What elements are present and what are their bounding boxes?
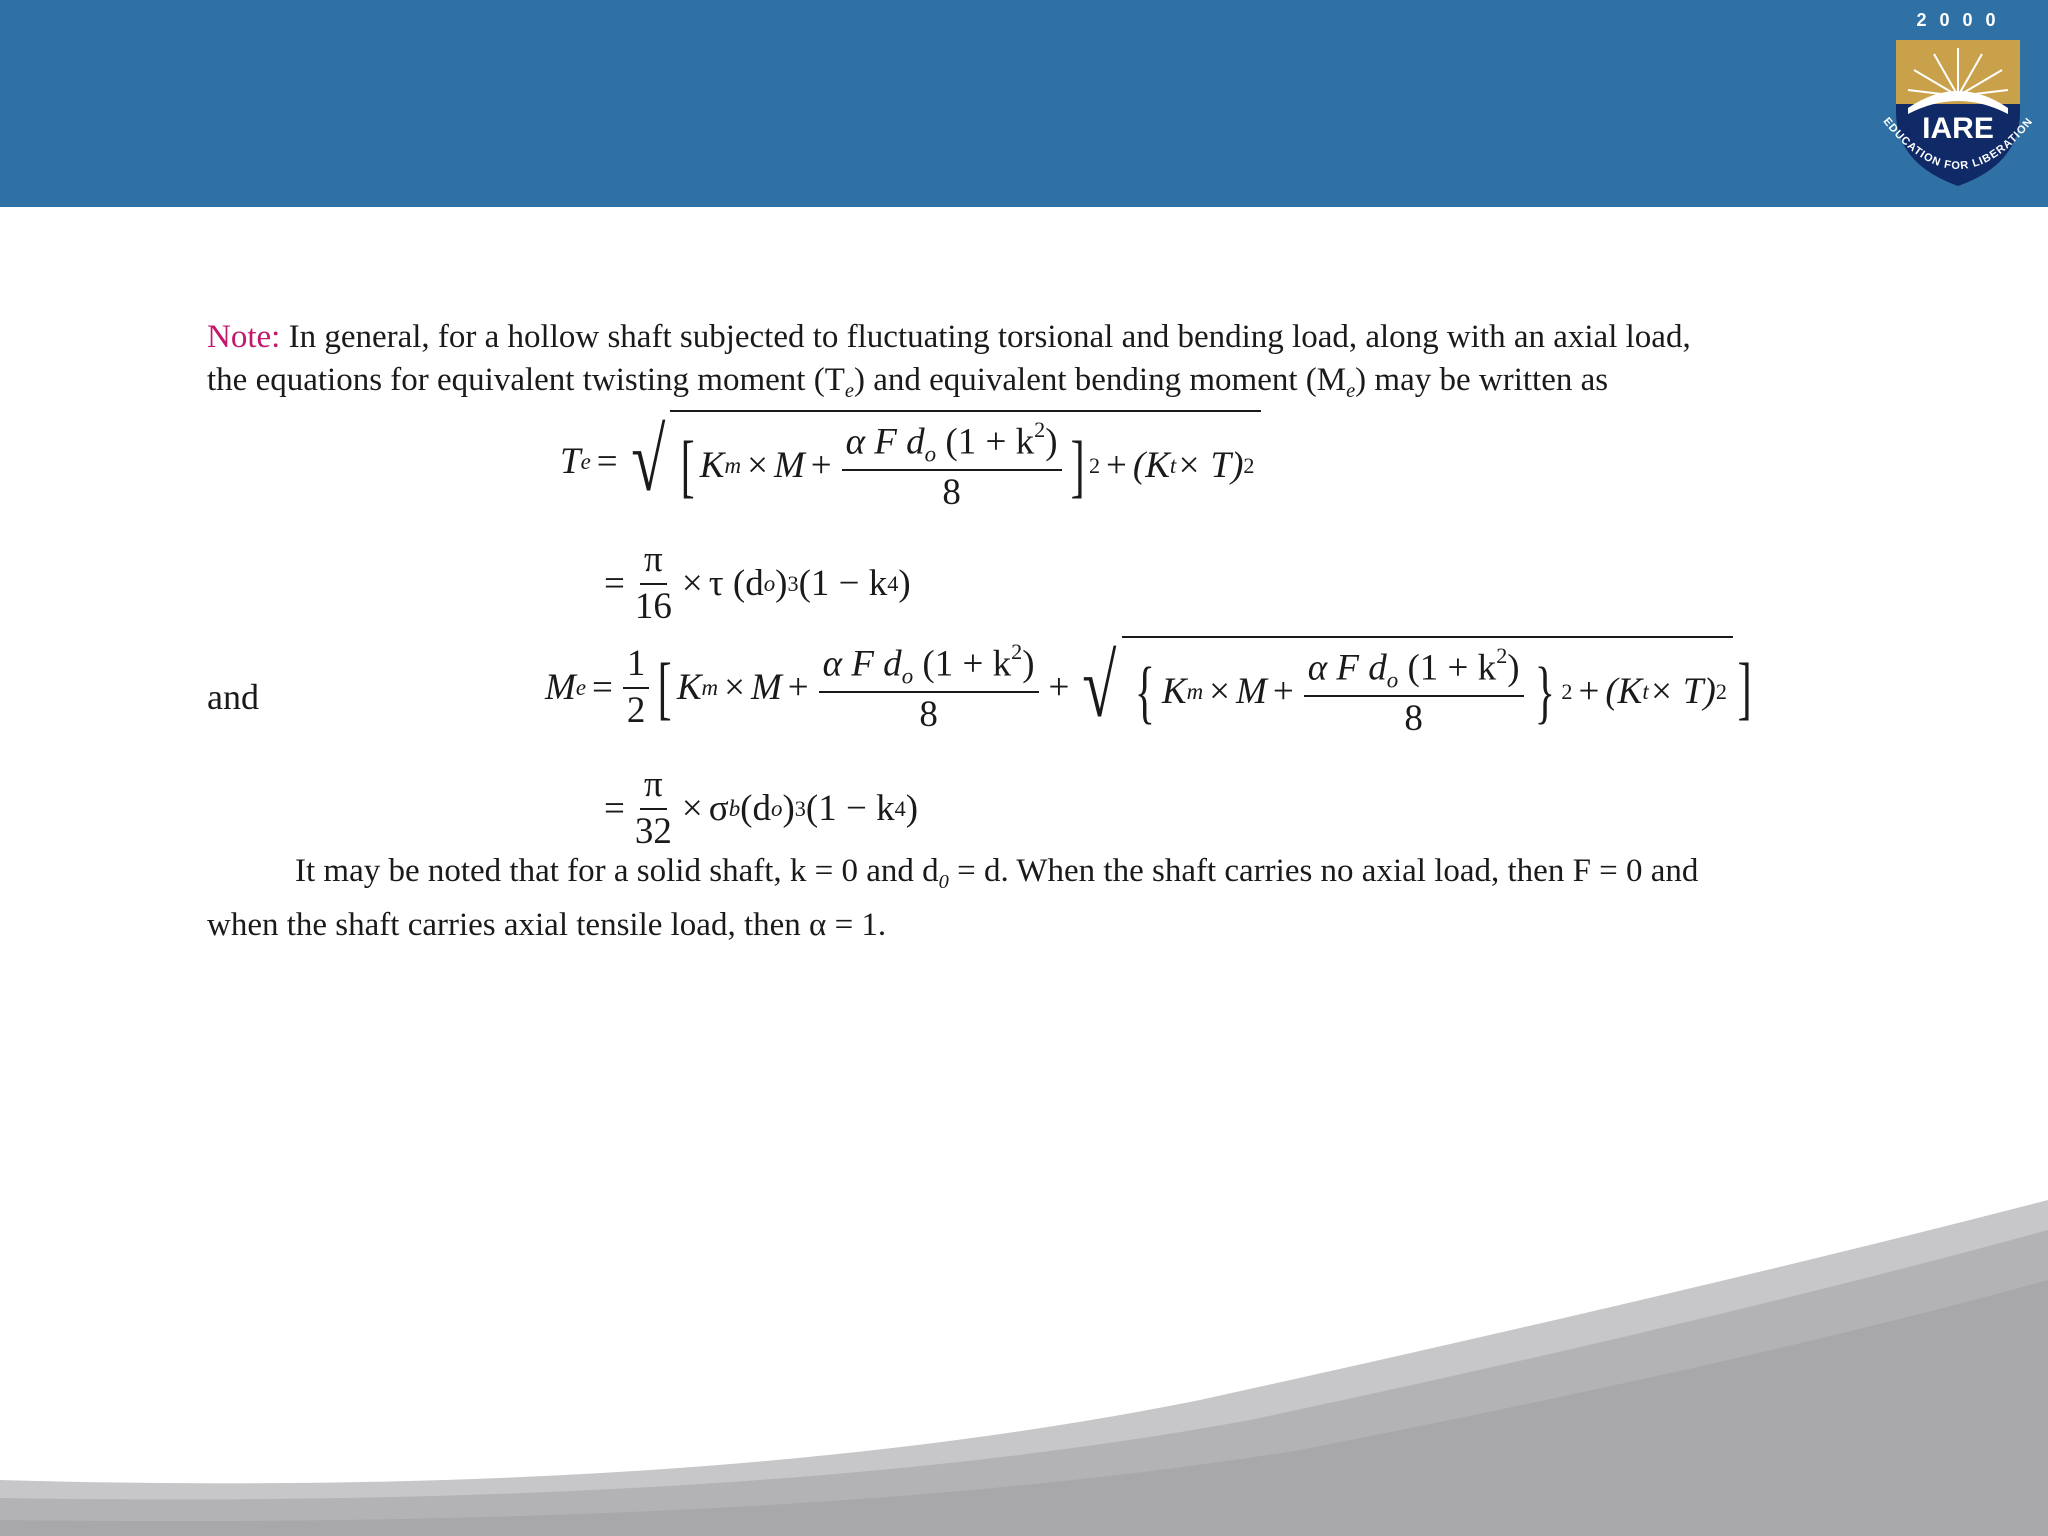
sqrt-te: √ [ K m × M + $\frac{\alpha F d_o (1 + k^2)}{8}$ ] 2 + (K t × T) 2 (624, 410, 1261, 514)
closing-paragraph-line2: when the shaft carries axial tensile load, then α = 1. (207, 907, 887, 944)
note-paragraph: Note: In general, for a hollow shaft subjected to fluctuating torsional and bending load, along with an axial load, the equations for equivalent twisting moment $(T_e)$ and equivalent bending moment $(M_e)$ may be written as (207, 319, 1691, 403)
slide-content (207, 316, 1737, 413)
header-band (0, 0, 2048, 207)
closing-paragraph: It may be noted that for a solid shaft, k = 0 and $d_0 = d$. When the shaft carries no axial load, then F = 0 and (295, 853, 1699, 894)
equation-te-result: = $\frac{\pi}{16}$ × τ (d o ) 3 (1 − k 4 ) (604, 539, 911, 627)
logo-year: 2 0 0 0 (1916, 10, 2000, 30)
logo-motto: EDUCATION FOR LIBERATION (1880, 115, 2036, 173)
logo-name: IARE (1922, 112, 1994, 145)
iare-logo (1868, 4, 2048, 204)
fraction-te: $\frac{\alpha F d_o (1 + k^2)}{8}$ (842, 418, 1062, 514)
equation-te: T e = √ [ K m × M + $\frac{\alpha F d_o (1 + k^2)}{8}$ ] 2 + (K t × T) 2 (560, 410, 1261, 514)
equation-me: M e = $\frac{1}{2}$ [ K m × M + $\frac{\alpha F d_o (1 + k^2)}{8}$ + √ { K m × M + $\frac{\alpha F d_o (1 + k^2)}{8}$ } 2 + (K t × T) 2 ] (545, 636, 1756, 740)
sqrt-me: √ { K m × M + $\frac{\alpha F d_o (1 + k^2)}{8}$ } 2 + (K t × T) 2 (1075, 636, 1733, 740)
note-label: Note: (207, 319, 281, 355)
closing-block (207, 850, 1737, 947)
fraction-me: $\frac{\alpha F d_o (1 + k^2)}{8}$ (819, 640, 1039, 736)
note-text: In general, for a hollow shaft subjected to fluctuating torsional and bending load, along with an axial load, the equations for equivalent twisting moment (T (207, 319, 1691, 398)
and-label: and (207, 677, 259, 717)
equation-me-result: = $\frac{\pi}{32}$ × σ b (d o ) 3 (1 − k 4 ) (604, 764, 919, 852)
footer-wave (0, 1180, 2048, 1536)
